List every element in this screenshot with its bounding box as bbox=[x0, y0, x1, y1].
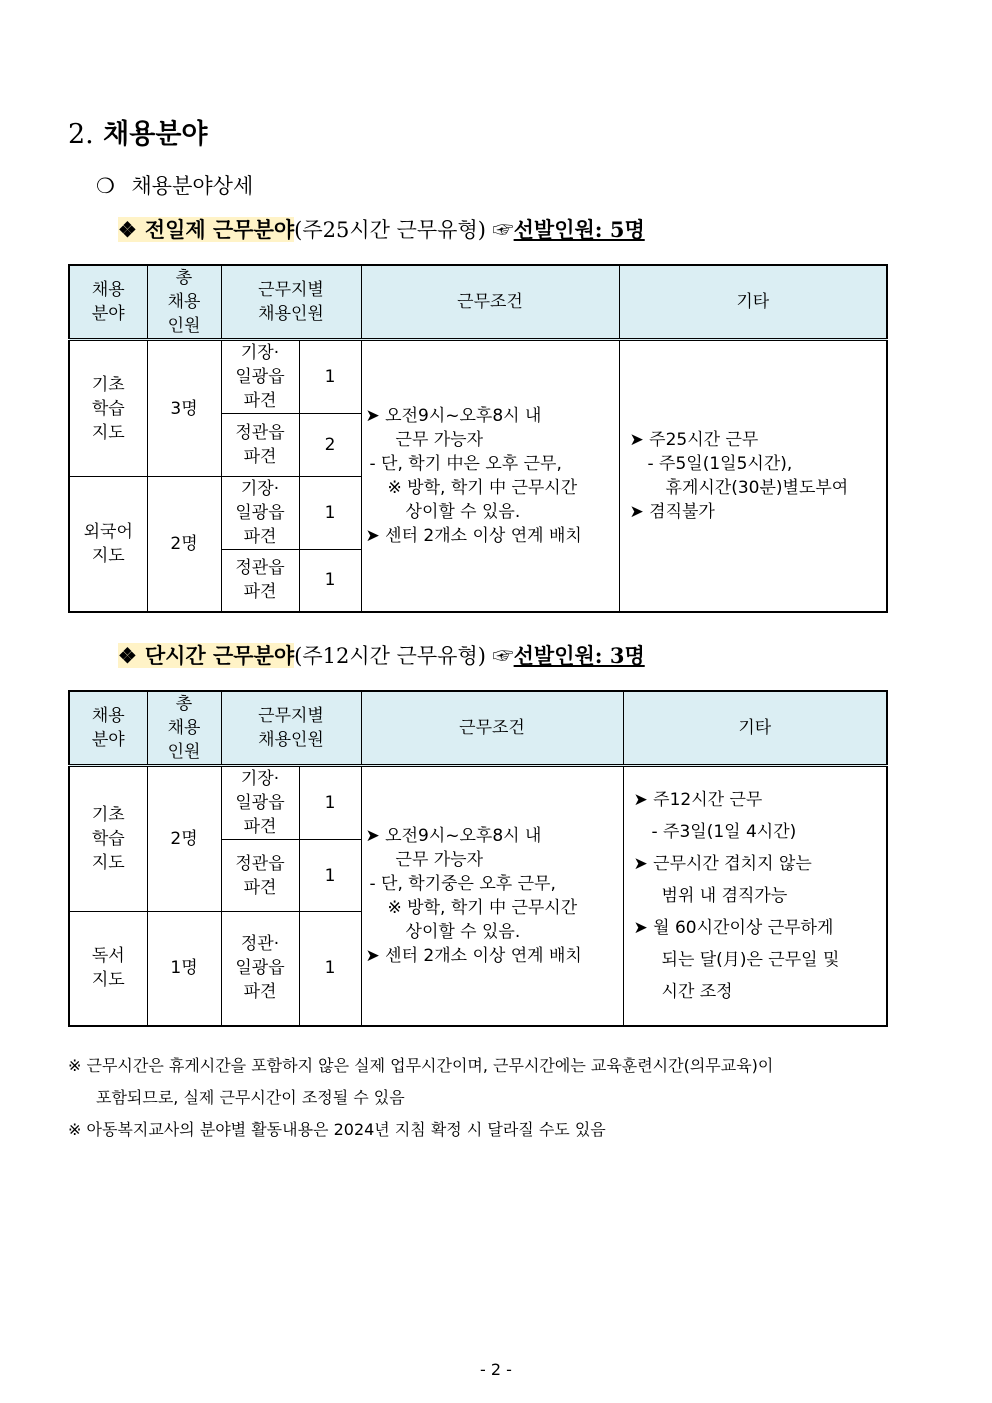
count-cell: 1 bbox=[299, 340, 361, 414]
site-cell: 기장· 일광읍 파견 bbox=[221, 340, 299, 414]
table1-heading bbox=[118, 214, 645, 244]
site-cell: 정관· 일광읍 파견 bbox=[221, 912, 299, 1026]
site-cell: 정관읍 파견 bbox=[221, 840, 299, 912]
note-line: ※ 아동복지교사의 분야별 활동내용은 2024년 지침 확정 시 달라질 수도 있음 bbox=[68, 1120, 606, 1139]
table2-selected-count: 선발인원: 3명 bbox=[513, 643, 645, 668]
table1-header-row bbox=[69, 265, 887, 340]
table2 bbox=[68, 690, 888, 1027]
header-by-site: 근무지별 채용인원 bbox=[221, 691, 361, 766]
count-cell: 1 bbox=[299, 840, 361, 912]
section-number: 2. bbox=[68, 119, 94, 150]
table2-header-row bbox=[69, 691, 887, 766]
total-cell: 2명 bbox=[147, 766, 221, 912]
total-cell: 1명 bbox=[147, 912, 221, 1026]
count-cell: 1 bbox=[299, 912, 361, 1026]
total-cell: 3명 bbox=[147, 340, 221, 477]
header-total: 총 채용 인원 bbox=[147, 691, 221, 766]
table2-heading bbox=[118, 640, 645, 670]
count-cell: 1 bbox=[299, 477, 361, 550]
pointing-hand-icon: ☞ bbox=[492, 644, 514, 668]
sub-heading-text: 채용분야상세 bbox=[131, 174, 254, 198]
table-row bbox=[69, 766, 887, 840]
pointing-hand-icon: ☞ bbox=[492, 218, 514, 242]
section-heading bbox=[68, 112, 208, 151]
field-cell: 기초 학습 지도 bbox=[69, 766, 147, 912]
count-cell: 1 bbox=[299, 550, 361, 612]
table1-heading-detail: (주25시간 근무유형) bbox=[294, 218, 486, 242]
site-cell: 기장· 일광읍 파견 bbox=[221, 766, 299, 840]
site-cell: 기장· 일광읍 파견 bbox=[221, 477, 299, 550]
header-etc: 기타 bbox=[619, 265, 887, 340]
notes bbox=[68, 1050, 773, 1146]
table-row bbox=[69, 340, 887, 414]
circle-bullet-icon: ❍ bbox=[96, 174, 115, 198]
diamond-bullet-icon: ❖ bbox=[118, 217, 137, 242]
header-condition: 근무조건 bbox=[361, 691, 623, 766]
field-cell: 독서 지도 bbox=[69, 912, 147, 1026]
table1-heading-label: 전일제 근무분야 bbox=[144, 217, 295, 242]
site-cell: 정관읍 파견 bbox=[221, 550, 299, 612]
diamond-bullet-icon: ❖ bbox=[118, 643, 137, 668]
site-cell: 정관읍 파견 bbox=[221, 414, 299, 477]
table1 bbox=[68, 264, 888, 613]
condition-cell: ➤ 오전9시~오후8시 내 근무 가능자 - 단, 학기중은 오후 근무, ※ 방학, 학기 中 근무시간 상이할 수 있음. ➤ 센터 2개소 이상 연계 배치 bbox=[361, 766, 623, 1026]
condition-cell: ➤ 오전9시~오후8시 내 근무 가능자 - 단, 학기 中은 오후 근무, ※ 방학, 학기 中 근무시간 상이할 수 있음. ➤ 센터 2개소 이상 연계 배치 bbox=[361, 340, 619, 612]
count-cell: 1 bbox=[299, 766, 361, 840]
table2-heading-label: 단시간 근무분야 bbox=[144, 643, 295, 668]
header-by-site: 근무지별 채용인원 bbox=[221, 265, 361, 340]
header-field: 채용 분야 bbox=[69, 265, 147, 340]
count-cell: 2 bbox=[299, 414, 361, 477]
header-condition: 근무조건 bbox=[361, 265, 619, 340]
header-total: 총 채용 인원 bbox=[147, 265, 221, 340]
header-etc: 기타 bbox=[623, 691, 887, 766]
sub-heading bbox=[96, 170, 253, 200]
table2-heading-detail: (주12시간 근무유형) bbox=[294, 644, 486, 668]
etc-cell: ➤ 주25시간 근무 - 주5일(1일5시간), 휴게시간(30분)별도부여 ➤ 겸직불가 bbox=[619, 340, 887, 612]
header-field: 채용 분야 bbox=[69, 691, 147, 766]
field-cell: 외국어 지도 bbox=[69, 477, 147, 612]
table1-selected-count: 선발인원: 5명 bbox=[513, 217, 645, 242]
etc-cell: ➤ 주12시간 근무 - 주3일(1일 4시간) ➤ 근무시간 겹치지 않는 범위 내 겸직가능 ➤ 월 60시간이상 근무하게 되는 달(月)은 근무일 및 시간 조정 bbox=[623, 766, 887, 1026]
field-cell: 기초 학습 지도 bbox=[69, 340, 147, 477]
page-number: - 2 - bbox=[480, 1360, 512, 1379]
note-line: ※ 근무시간은 휴게시간을 포함하지 않은 실제 업무시간이며, 근무시간에는 교육훈련시간(의무교육)이 bbox=[68, 1056, 774, 1075]
note-line: 포함되므로, 실제 근무시간이 조정될 수 있음 bbox=[96, 1088, 405, 1107]
total-cell: 2명 bbox=[147, 477, 221, 612]
section-title: 채용분야 bbox=[103, 119, 208, 150]
